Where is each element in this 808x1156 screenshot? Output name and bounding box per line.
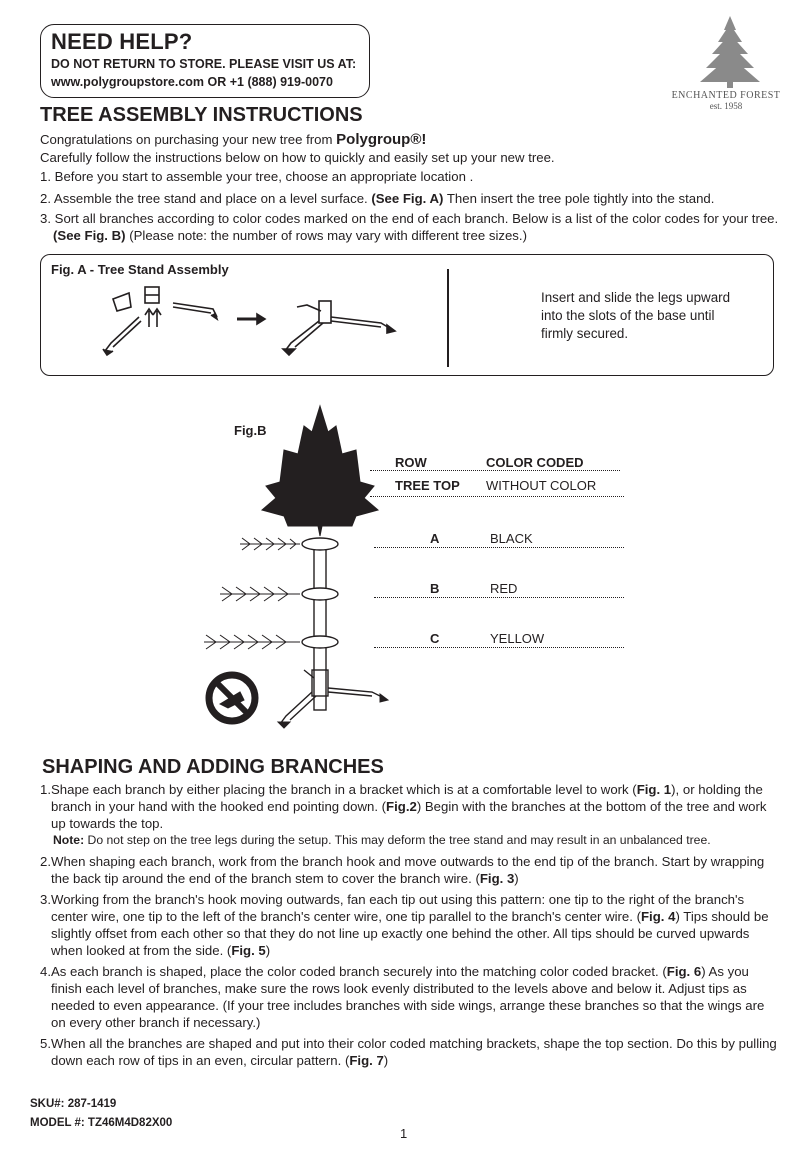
fig-b-label: Fig.B [234, 423, 267, 438]
figb-row-label: B [430, 581, 440, 596]
fig-a-note: Insert and slide the legs upward into the slots of the base until firmly secured. [541, 290, 731, 341]
tree-stand-assembly-illustration [91, 277, 411, 365]
figb-row-color: YELLOW [490, 631, 545, 646]
fig-a-panel [40, 254, 774, 376]
figb-row-divider [374, 647, 624, 648]
figb-row-divider [374, 547, 624, 548]
shaping-step-3: 3. Working from the branch's hook moving outwards, fan each tip out using this pattern: one tip to the right of the branch's center wire, one tip to the left of the branch's center wire, one tip parallel to the branch's center wire. (Fig. 4) Tips should be slightly offset from each other so that they do not line up exactly one behind the other. All tips should be curved upwards when looked at from the side. (Fig. 5) [40, 892, 769, 958]
figb-row-divider [374, 597, 624, 598]
help-line-1: DO NOT RETURN TO STORE. PLEASE VISIT US AT: [51, 57, 357, 71]
assembly-step-1: 1. Before you start to assemble your tree, choose an appropriate location . [40, 169, 474, 184]
figb-row-color: WITHOUT COLOR [486, 478, 597, 493]
figb-header-color: COLOR CODED [486, 455, 584, 470]
model-number: MODEL #: TZ46M4D82X00 [30, 1117, 173, 1129]
assembly-step-2: 2. Assemble the tree stand and place on a level surface. (See Fig. A) Then insert the tree pole tightly into the stand. [40, 191, 715, 206]
help-box [40, 24, 370, 98]
sku-number: SKU#: 287-1419 [30, 1098, 117, 1110]
tree-branch-rows-illustration [196, 402, 396, 742]
figb-row-label: TREE TOP [395, 478, 460, 493]
assembly-title: TREE ASSEMBLY INSTRUCTIONS [40, 104, 363, 126]
help-contact: www.polygroupstore.com OR +1 (888) 919-0070 [51, 75, 333, 89]
congrats-text: Congratulations on purchasing your new tree from Polygroup®! [40, 131, 427, 148]
fig-a-title: Fig. A - Tree Stand Assembly [51, 262, 229, 277]
figb-row-color: RED [490, 581, 518, 596]
assembly-step-3: 3. Sort all branches according to color codes marked on the end of each branch. Below is a list of the color codes for your tree. (See Fig. B) (Please note: the number of rows may vary with different tree sizes.) [40, 211, 779, 243]
brand-name: ENCHANTED FOREST [671, 90, 781, 101]
fig-a-divider [447, 269, 449, 367]
brand-est: est. 1958 [709, 101, 743, 111]
figb-row-divider [370, 496, 624, 497]
shaping-title: SHAPING AND ADDING BRANCHES [42, 756, 384, 778]
figb-header-divider [370, 470, 620, 471]
figb-row-label: A [430, 531, 440, 546]
figb-header-row: ROW [395, 455, 427, 470]
figb-row-color: BLACK [490, 531, 533, 546]
shaping-step-5: 5. When all the branches are shaped and put into their color coded matching brackets, shape the top section. Do this by pulling down each row of tips in an even, circular pattern. (Fig. 7) [40, 1036, 777, 1068]
careful-text: Carefully follow the instructions below on how to quickly and easily set up your new tree. [40, 150, 555, 165]
shaping-step-4: 4. As each branch is shaped, place the color coded branch securely into the matching color coded bracket. (Fig. 6) As you finish each level of branches, make sure the rows look evenly distributed to the levels above and below it. Adjust tips as needed to even appearance. (If your tree includes branches with side wings, arrange these branches so that the wings are on every other branch if necessary.) [40, 964, 765, 1030]
shaping-step-1: 1. Shape each branch by either placing the branch in a bracket which is at a comfortable level to work (Fig. 1), or holding the branch in your hand with the hooked end pointing down. (Fig.2) Begin with the branches at the bottom of the tree and work up towards the top. Note: Do not step on the tree legs during the setup. This may deform the tree stand and may result in an unbalanced tree. [40, 782, 767, 847]
shaping-step-2: 2. When shaping each branch, work from the branch hook and move outwards to the end tip of the branch. Start by wrapping the back tip around the end of the branch stem to cover the branch wire. (Fig. 3) [40, 854, 765, 886]
page-number: 1 [400, 1126, 408, 1141]
help-title: NEED HELP? [51, 29, 193, 54]
figb-row-label: C [430, 631, 440, 646]
